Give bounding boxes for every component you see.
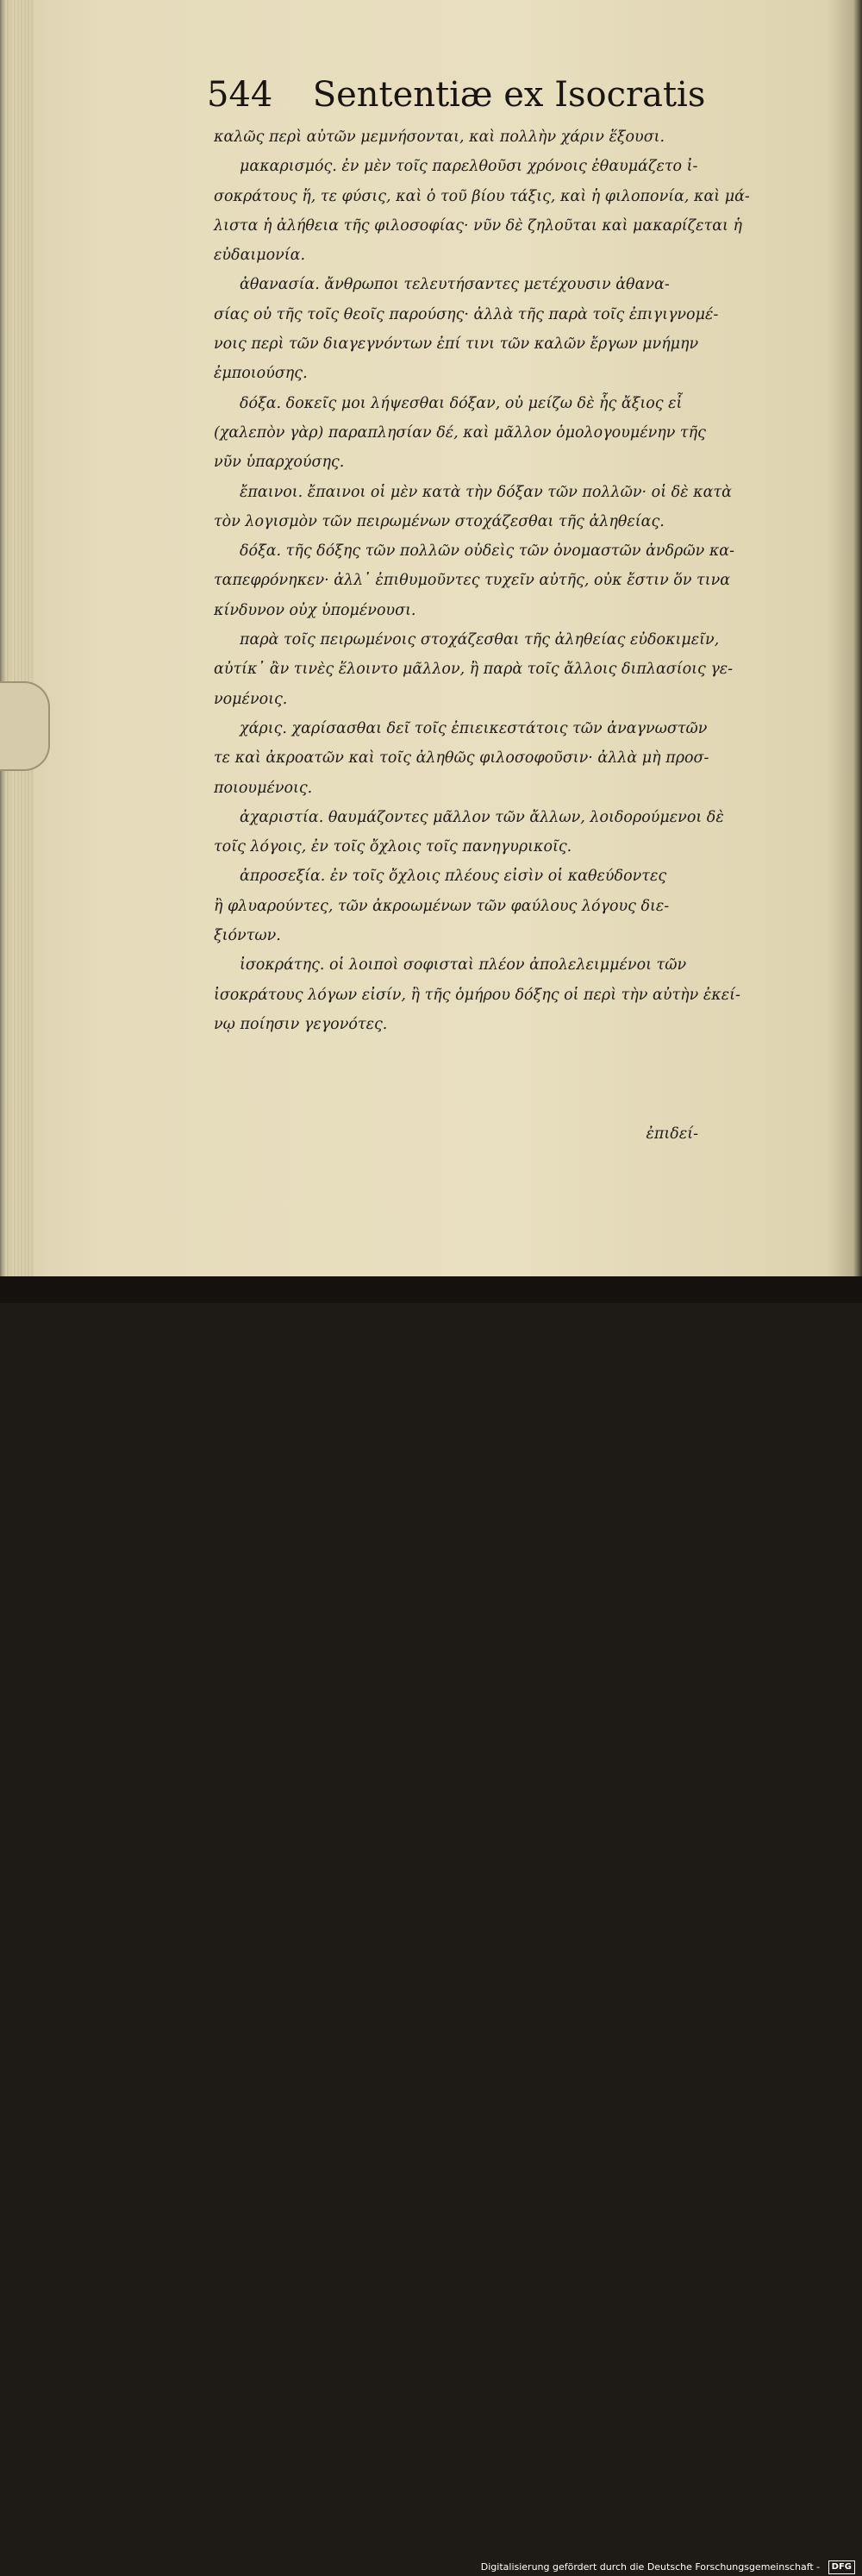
text-line: ξιόντων.	[214, 927, 281, 945]
text-line: αὐτίκ᾽ ἂν τινὲς ἕλοιντο μᾶλλον, ἢ παρὰ τοῖς ἄλλοις διπλασίοις γε-	[214, 661, 734, 679]
text-line: νοις περὶ τῶν διαγεγνόντων ἐπί τινι τῶν καλῶν ἔργων μνήμην	[214, 335, 699, 354]
paragraph	[214, 862, 791, 950]
text-line: εὐδαιμονία.	[214, 247, 306, 265]
credit-text: Digitalisierung gefördert durch die Deutsche Forschungsgemeinschaft -	[480, 2561, 821, 2573]
paragraph	[214, 950, 791, 1039]
paragraph	[214, 270, 791, 388]
text-line: (χαλεπὸν γὰρ) παραπλησίαν δέ, καὶ μᾶλλον ὁμολογουμένην τῆς	[214, 423, 706, 442]
text-line: ἢ φλυαρούντες, τῶν ἀκροωμένων τῶν φαύλους λόγους διε-	[214, 897, 670, 915]
text-line: σοκράτους ἥ, τε φύσις, καὶ ὁ τοῦ βίου τάξις, καὶ ἡ φιλοπονία, καὶ μά-	[214, 187, 750, 205]
paragraph	[214, 714, 791, 803]
digitization-credit	[481, 2559, 855, 2576]
text-line: σίας οὐ τῆς τοῖς θεοῖς παρούσης· ἀλλὰ τῆς παρὰ τοῖς ἐπιγιγνομέ-	[214, 305, 719, 323]
text-line: χάρις. χαρίσασθαι δεῖ τοῖς ἐπιεικεστάτοις τῶν ἀναγνωστῶν	[240, 719, 708, 737]
paragraph	[214, 478, 791, 537]
paragraph	[214, 152, 791, 270]
page	[172, 60, 793, 1181]
text-line: τοῖς λόγοις, ἐν τοῖς ὄχλοις τοῖς πανηγυρικοῖς.	[214, 838, 572, 856]
paragraph	[214, 536, 791, 625]
dfg-logo: DFG	[828, 2560, 855, 2574]
text-line: λιστα ἡ ἀλήθεια τῆς φιλοσοφίας· νῦν δὲ ζηλοῦται καὶ μακαρίζεται ἡ	[214, 216, 742, 235]
body-text	[214, 122, 791, 1039]
paragraph	[214, 803, 791, 862]
text-line: ἀχαριστία. θαυμάζοντες μᾶλλον τῶν ἄλλων, λοιδορούμενοι δὲ	[240, 808, 724, 826]
text-line: ἀπροσεξία. ἐν τοῖς ὄχλοις πλέους εἰσὶν οἱ καθεύδοντες	[240, 868, 667, 886]
text-line: δόξα. δοκεῖς μοι λήψεσθαι δόξαν, οὐ μείζω δὲ ἧς ἄξιος εἶ	[240, 394, 683, 412]
running-title: Sententiæ ex Isocratis	[312, 75, 706, 115]
text-line: νομένοις.	[214, 690, 288, 708]
text-line: τε καὶ ἀκροατῶν καὶ τοῖς ἀληθῶς φιλοσοφοῦσιν· ἀλλὰ μὴ προσ-	[214, 749, 709, 768]
text-line: ταπεφρόνηκεν· ἀλλ᾽ ἐπιθυμοῦντες τυχεῖν αὐτῆς, οὐκ ἔστιν ὅν τινα	[214, 572, 731, 590]
text-line: ἰσοκράτους λόγων εἰσίν, ἢ τῆς ὁμήρου δόξης οἱ περὶ τὴν αὐτὴν ἐκεί-	[214, 986, 740, 1004]
text-line: ἔπαινοι. ἔπαινοι οἱ μὲν κατὰ τὴν δόξαν τῶν πολλῶν· οἱ δὲ κατὰ	[240, 483, 732, 501]
page-edges	[0, 0, 34, 1276]
text-line: ἰσοκράτης. οἱ λοιποὶ σοφισταὶ πλέον ἀπολελειμμένοι τῶν	[240, 956, 687, 975]
catchword: ἐπιδεί-	[646, 1125, 698, 1143]
page-number: 544	[207, 75, 273, 115]
text-line: ἀθανασία. ἄνθρωποι τελευτήσαντες μετέχουσιν ἀθανα-	[240, 276, 670, 294]
footer-strip	[0, 1276, 862, 2573]
text-line: παρὰ τοῖς πειρωμένοις στοχάζεσθαι τῆς ἀληθείας εὐδοκιμεῖν,	[240, 631, 720, 649]
text-line: νῳ ποίησιν γεγονότες.	[214, 1015, 388, 1033]
paragraph	[214, 122, 791, 152]
text-line: δόξα. τῆς δόξης τῶν πολλῶν οὐδεὶς τῶν ὀνομαστῶν ἀνδρῶν κα-	[240, 542, 735, 561]
text-line: ἐμποιούσης.	[214, 365, 308, 383]
text-line: καλῶς περὶ αὐτῶν μεμνήσονται, καὶ πολλὴν χάριν ἕξουσι.	[214, 128, 665, 146]
page-tab	[0, 681, 50, 771]
text-line: κίνδυνον οὐχ ὑπομένουσι.	[214, 601, 416, 619]
paragraph	[214, 625, 791, 714]
paragraph	[214, 389, 791, 478]
text-line: ποιουμένοις.	[214, 779, 313, 797]
text-line: τὸν λογισμὸν τῶν πειρωμένων στοχάζεσθαι τῆς ἀληθείας.	[214, 512, 665, 530]
running-header	[207, 69, 810, 121]
text-line: μακαρισμός. ἐν μὲν τοῖς παρελθοῦσι χρόνοις ἐθαυμάζετο ἰ-	[240, 158, 698, 176]
text-line: νῦν ὑπαρχούσης.	[214, 454, 345, 472]
